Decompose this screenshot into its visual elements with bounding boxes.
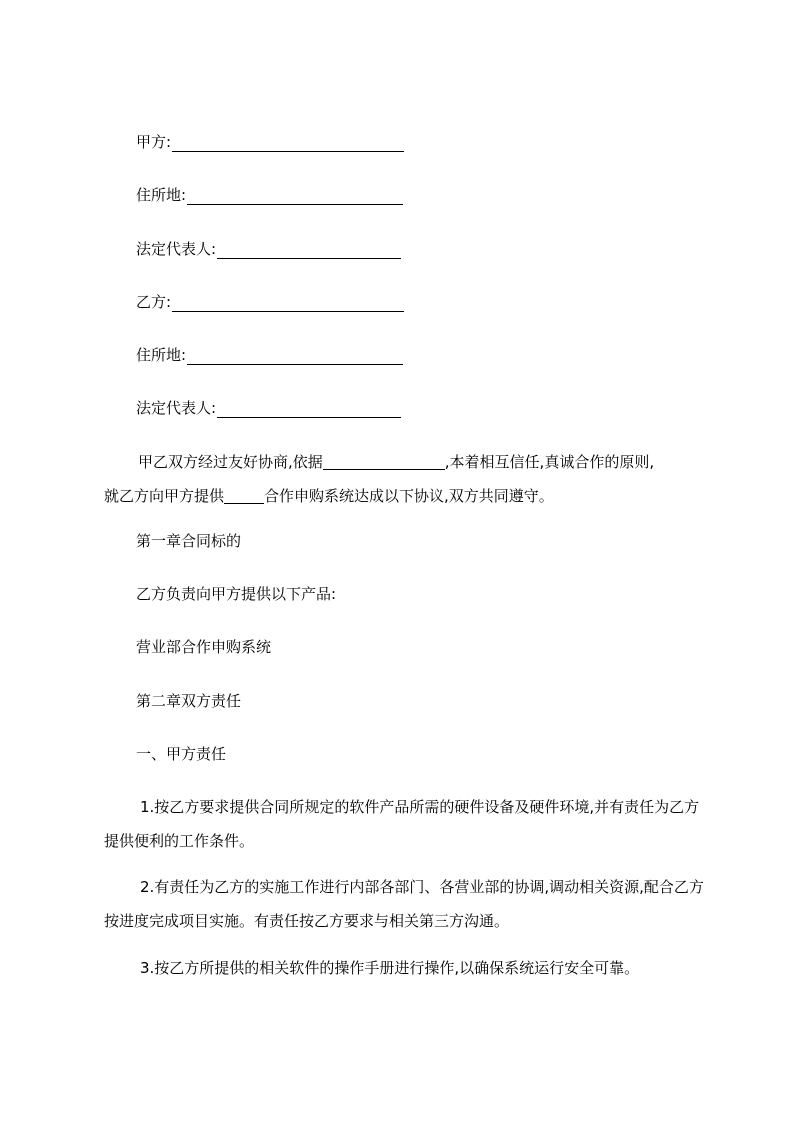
product-blank[interactable] xyxy=(224,487,264,504)
party-a-field xyxy=(136,132,404,152)
party-b-representative-blank[interactable] xyxy=(217,401,401,418)
responsibility-item-3-text: 3.按乙方所提供的相关软件的操作手册进行操作,以确保系统运行安全可靠。 xyxy=(140,959,640,977)
basis-blank[interactable] xyxy=(323,453,445,470)
party-b-address-field xyxy=(136,345,403,365)
party-b-address-blank[interactable] xyxy=(187,348,403,365)
party-a-representative-label: 法定代表人: xyxy=(136,240,217,258)
party-b-label: 乙方: xyxy=(136,293,172,311)
intro-part-1: 甲乙双方经过友好协商,依据 xyxy=(138,453,323,471)
responsibility-item-2-text: 2.有责任为乙方的实施工作进行内部各部门、各营业部的协调,调动相关资源,配合乙方按进度完成项目实施。有责任按乙方要求与相关第三方沟通。 xyxy=(104,878,704,930)
responsibility-item-1 xyxy=(104,790,704,858)
party-a-address-field xyxy=(136,185,403,205)
party-a-address-label: 住所地: xyxy=(136,186,187,204)
intro-part-3: 就乙方向甲方提供 xyxy=(104,487,225,505)
chapter-1-line-1: 乙方负责向甲方提供以下产品: xyxy=(136,585,337,603)
chapter-1-title: 第一章合同标的 xyxy=(136,532,242,550)
party-a-representative-blank[interactable] xyxy=(217,242,401,259)
chapter-1-line-2: 营业部合作申购系统 xyxy=(136,638,272,656)
chapter-2-title: 第二章双方责任 xyxy=(136,692,242,710)
party-b-address-label: 住所地: xyxy=(136,346,187,364)
party-a-blank[interactable] xyxy=(172,135,404,152)
party-b-field xyxy=(136,292,404,312)
responsibility-item-2 xyxy=(104,870,704,938)
party-a-address-blank[interactable] xyxy=(187,188,403,205)
intro-part-4: 合作申购系统达成以下协议,双方共同遵守。 xyxy=(264,487,554,505)
party-b-blank[interactable] xyxy=(172,295,404,312)
intro-part-2: ,本着相互信任,真诚合作的原则, xyxy=(444,453,655,471)
party-a-responsibility-heading: 一、甲方责任 xyxy=(136,745,227,763)
responsibility-item-1-text: 1.按乙方要求提供合同所规定的软件产品所需的硬件设备及硬件环境,并有责任为乙方提供便利的工作条件。 xyxy=(104,798,700,850)
party-a-representative-field xyxy=(136,239,401,259)
responsibility-item-3 xyxy=(104,951,704,985)
intro-paragraph xyxy=(104,445,704,513)
party-a-label: 甲方: xyxy=(136,133,172,151)
party-b-representative-field xyxy=(136,398,401,418)
party-b-representative-label: 法定代表人: xyxy=(136,399,217,417)
